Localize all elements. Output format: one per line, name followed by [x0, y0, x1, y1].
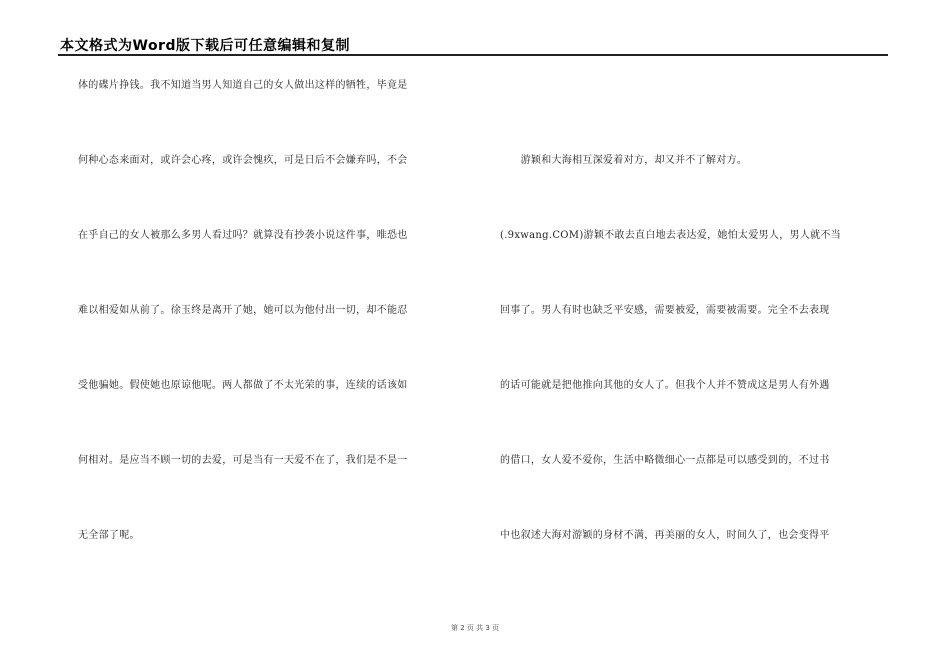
text-line: 在乎自己的女人被那么多男人看过吗？就算没有抄袭小说这件事，唯恐也: [78, 230, 408, 241]
page-number: 第 2 页 共 3 页: [450, 624, 500, 632]
text-line: 何种心态来面对，或许会心疼，或许会愧疚，可是日后不会嫌弃吗，不会: [78, 155, 408, 166]
text-line: 无全部了呢。: [78, 530, 140, 541]
text-line: 的话可能就是把他推向其他的女人了。但我个人并不赞成这是男人有外遇: [500, 380, 830, 391]
text-line: (.9xwang.COM)游颖不敢去直白地去表达爱，她怕太爱男人，男人就不当: [500, 230, 842, 241]
text-line: 中也叙述大海对游颖的身材不满，再美丽的女人，时间久了，也会变得平: [500, 530, 830, 541]
text-line: 游颖和大海相互深爱着对方，却又并不了解对方。: [500, 155, 748, 166]
text-line: 回事了。男人有时也缺乏平安感，需要被爱，需要被需要。完全不去表现: [500, 305, 830, 316]
header-divider: [58, 54, 888, 56]
text-line: 体的碟片挣钱。我不知道当男人知道自己的女人做出这样的牺牲，毕竟是: [78, 80, 408, 91]
text-line: 的借口，女人爱不爱你，生活中略微细心一点都是可以感受到的，不过书: [500, 455, 830, 466]
text-line: 何相对。是应当不顾一切的去爱，可是当有一天爱不在了，我们是不是一: [78, 455, 408, 466]
text-line: 难以相爱如从前了。徐玉终是离开了她，她可以为他付出一切，却不能忍: [78, 305, 408, 316]
text-line: 受他骗她。假使她也原谅他呢。两人都做了不太光荣的事，连续的话该如: [78, 380, 408, 391]
header-title: 本文格式为Word版下载后可任意编辑和复制: [60, 38, 350, 54]
